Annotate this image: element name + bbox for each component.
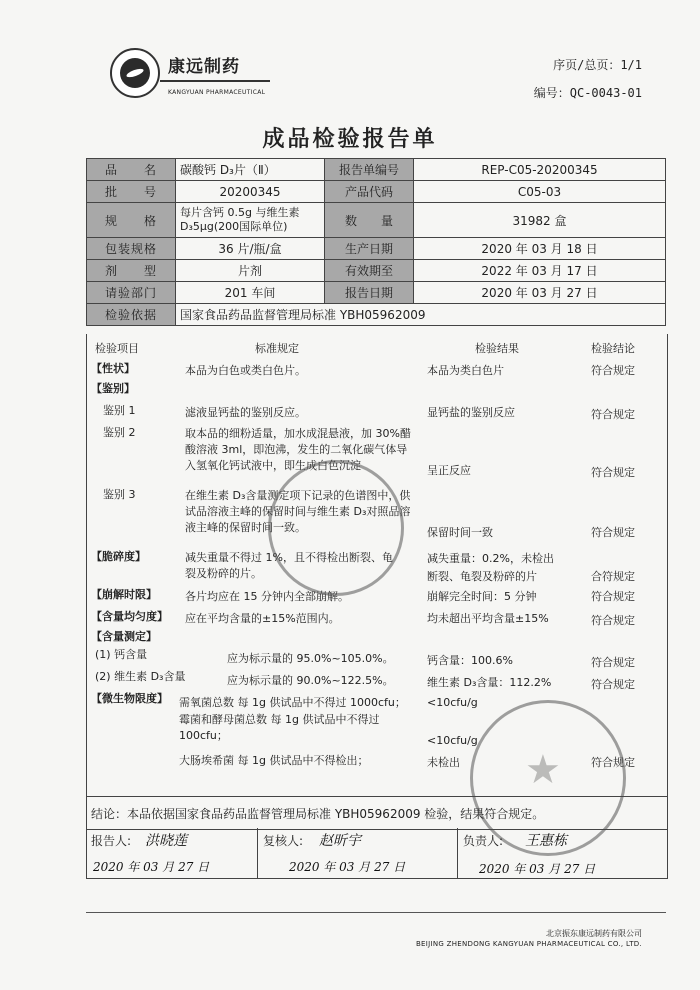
reporter-signature: 洪晓莲 — [145, 833, 187, 849]
traits-label: 【性状】 — [91, 362, 135, 375]
product-value: 碳酸钙 D₃片（Ⅱ） — [176, 159, 325, 181]
vitamin-d-result: 维生素 D₃含量：112.2% — [427, 676, 552, 689]
spec-label: 规 格 — [87, 203, 176, 238]
product-label: 品 名 — [87, 159, 176, 181]
traits-standard: 本品为白色或类白色片。 — [185, 364, 306, 377]
friability-result-2: 断裂、龟裂及粉碎的片 — [427, 570, 537, 583]
header-conclusion: 检验结论 — [591, 342, 635, 355]
ident3-result: 保留时间一致 — [427, 526, 493, 539]
footer-divider — [86, 912, 666, 913]
ident1-conclusion: 符合规定 — [591, 408, 635, 421]
ident3-standard: 在维生素 D₃含量测定项下记录的色谱图中，供试品溶液主峰的保留时间与维生素 D₃对照品溶液主峰的保留时间一致。 — [185, 489, 411, 534]
ident-label: 【鉴别】 — [91, 382, 135, 395]
header-standard: 标准规定 — [255, 342, 299, 355]
reporter-cell — [87, 828, 258, 878]
document-code: 编号：QC-0043-01 — [533, 86, 642, 100]
friability-result-1: 减失重量：0.2%，未检出 — [427, 552, 554, 565]
company-logo — [110, 48, 160, 98]
vitamin-d-label: (2) 维生素 D₃含量 — [95, 670, 186, 683]
ident1-standard: 滤液显钙盐的鉴别反应。 — [185, 406, 306, 419]
disintegration-result: 崩解完全时间：5 分钟 — [427, 590, 537, 603]
microbial-2-standard: 霉菌和酵母菌总数 每 1g 供试品中不得过 100cfu； — [179, 713, 380, 742]
reviewer-cell — [257, 828, 458, 878]
conclusion-text: 结论：本品依据国家食品药品监督管理局标准 YBH05962009 检验，结果符合规定。 — [91, 807, 545, 821]
reviewer-label: 复核人: — [263, 834, 304, 848]
calcium-conclusion: 符合规定 — [591, 656, 635, 669]
reviewer-signature: 赵昕宇 — [319, 833, 361, 849]
microbial-1-result: <10cfu/g — [427, 696, 478, 709]
seal-star-icon: ★ — [525, 747, 561, 793]
ident2-result: 呈正反应 — [427, 464, 471, 477]
product-code-label: 产品代码 — [325, 181, 414, 203]
conclusion-row — [86, 796, 668, 830]
ident3-label: 鉴别 3 — [103, 488, 136, 501]
company-name-en: KANGYUAN PHARMACEUTICAL — [168, 89, 266, 96]
vitamin-d-standard: 应为标示量的 90.0%~122.5%。 — [227, 674, 394, 687]
friability-conclusion: 合符规定 — [591, 570, 635, 583]
assay-label: 【含量测定】 — [91, 630, 157, 643]
report-no-value: REP-C05-20200345 — [414, 159, 666, 181]
ident2-label: 鉴别 2 — [103, 426, 136, 439]
calcium-label: (1) 钙含量 — [95, 648, 148, 661]
ident1-result: 显钙盐的鉴别反应 — [427, 406, 515, 419]
header-result: 检验结果 — [475, 342, 519, 355]
reporter-date: 2020 年 03 月 27 日 — [93, 860, 210, 874]
ident2-standard: 取本品的细粉适量，加水成混悬液，加 30%醋酸溶液 3ml，即泡沸，发生的二氧化碳气体导入氢氧化钙试液中，即生成白色沉淀 — [185, 427, 411, 472]
microbial-conclusion: 符合规定 — [591, 756, 635, 769]
manager-cell — [457, 828, 667, 878]
uniformity-label: 【含量均匀度】 — [91, 610, 168, 623]
manager-date: 2020 年 03 月 27 日 — [479, 862, 596, 876]
manager-signature: 王惠栋 — [525, 833, 567, 849]
ident1-label: 鉴别 1 — [103, 404, 136, 417]
product-info-table — [86, 158, 666, 326]
package-value: 36 片/瓶/盒 — [176, 238, 325, 260]
manager-label: 负责人: — [463, 834, 504, 848]
microbial-1-standard: 需氧菌总数 每 1g 供试品中不得过 1000cfu； — [179, 696, 406, 709]
report-date-label: 报告日期 — [325, 282, 414, 304]
expiry-value: 2022 年 03 月 17 日 — [414, 260, 666, 282]
calcium-result: 钙含量：100.6% — [427, 654, 513, 667]
company-underline — [160, 80, 270, 82]
dosage-form-value: 片剂 — [176, 260, 325, 282]
uniformity-conclusion: 符合规定 — [591, 614, 635, 627]
microbial-3-result: 未检出 — [427, 756, 460, 769]
disintegration-label: 【崩解时限】 — [91, 588, 157, 601]
company-name: 康远制药 — [168, 57, 240, 77]
microbial-3-standard: 大肠埃希菌 每 1g 供试品中不得检出； — [179, 754, 369, 767]
report-no-label: 报告单编号 — [325, 159, 414, 181]
footer-company-cn: 北京振东康远制药有限公司 — [546, 929, 642, 938]
batch-value: 20200345 — [176, 181, 325, 203]
production-date-label: 生产日期 — [325, 238, 414, 260]
signature-row — [86, 828, 668, 879]
footer-company-en: BEIJING ZHENDONG KANGYUAN PHARMACEUTICAL CO., LTD. — [415, 940, 642, 948]
header-item: 检验项目 — [95, 342, 139, 355]
uniformity-result: 均未超出平均含量±15% — [427, 612, 549, 625]
friability-label: 【脆碎度】 — [91, 550, 146, 563]
page-title: 成品检验报告单 — [262, 127, 438, 152]
quality-seal-stamp-1 — [268, 460, 404, 596]
microbial-label: 【微生物限度】 — [91, 692, 168, 705]
page-number: 序页/总页：1/1 — [553, 58, 642, 72]
vitamin-d-conclusion: 符合规定 — [591, 678, 635, 691]
production-date-value: 2020 年 03 月 18 日 — [414, 238, 666, 260]
disintegration-conclusion: 符合规定 — [591, 590, 635, 603]
dosage-form-label: 剂 型 — [87, 260, 176, 282]
friability-standard: 减失重量不得过 1%，且不得检出断裂、龟裂及粉碎的片。 — [185, 551, 393, 580]
calcium-standard: 应为标示量的 95.0%~105.0%。 — [227, 652, 394, 665]
disintegration-standard: 各片均应在 15 分钟内全部崩解。 — [185, 590, 349, 603]
uniformity-standard: 应在平均含量的±15%范围内。 — [185, 612, 340, 625]
reviewer-date: 2020 年 03 月 27 日 — [289, 860, 406, 874]
microbial-2-result: <10cfu/g — [427, 734, 478, 747]
report-date-value: 2020 年 03 月 27 日 — [414, 282, 666, 304]
product-code-value: C05-03 — [414, 181, 666, 203]
batch-label: 批 号 — [87, 181, 176, 203]
quantity-value: 31982 盒 — [414, 203, 666, 238]
ident2-conclusion: 符合规定 — [591, 466, 635, 479]
ident3-conclusion: 符合规定 — [591, 526, 635, 539]
basis-label: 检验依据 — [87, 304, 176, 326]
department-label: 请验部门 — [87, 282, 176, 304]
traits-result: 本品为类白色片 — [427, 364, 504, 377]
traits-conclusion: 符合规定 — [591, 364, 635, 377]
package-label: 包装规格 — [87, 238, 176, 260]
department-value: 201 车间 — [176, 282, 325, 304]
spec-value: 每片含钙 0.5g 与维生素 D₃5μg(200国际单位) — [176, 203, 325, 238]
reporter-label: 报告人: — [91, 834, 132, 848]
quantity-label: 数 量 — [325, 203, 414, 238]
basis-value: 国家食品药品监督管理局标准 YBH05962009 — [176, 304, 666, 326]
expiry-label: 有效期至 — [325, 260, 414, 282]
